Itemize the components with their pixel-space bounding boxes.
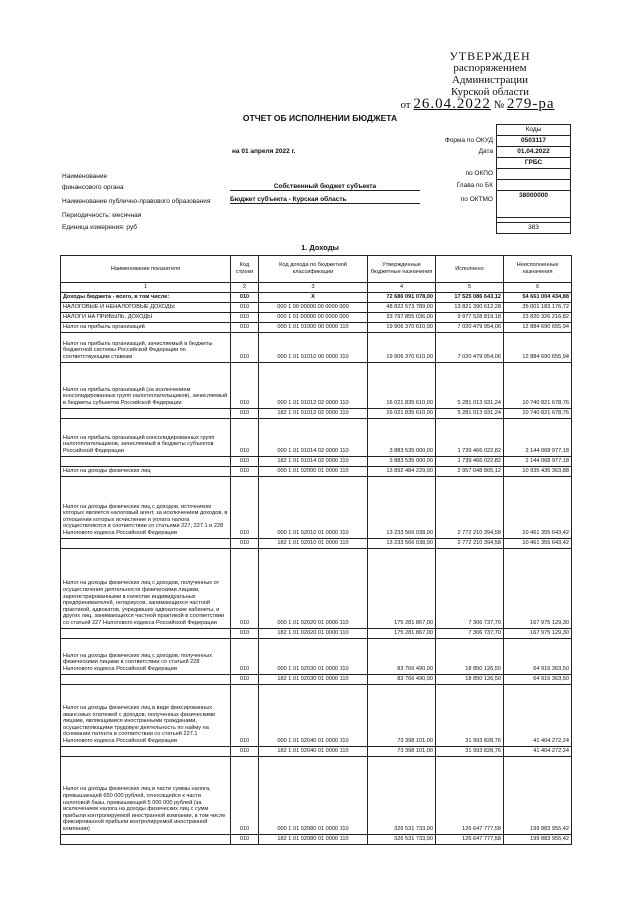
row-left: 64 916 363,50 (504, 638, 572, 674)
col-header-name: Наименование показателя (61, 256, 231, 283)
row-approved: 326 531 733,00 (368, 834, 436, 844)
row-name: Налог на прибыль организаций (за исключением консолидированных групп налогоплательщиков), зачисляемый в бюджеты субъектов Российской Федерации (61, 362, 231, 408)
oktmo-label: по ОКТМО (460, 196, 493, 203)
row-done: 9 977 528 819,18 (436, 312, 504, 322)
row-name (61, 408, 231, 418)
row-income-code: 000 1 00 00000 00 0000 000 (259, 302, 368, 312)
table-row (61, 292, 572, 302)
row-approved: 175 281 867,00 (368, 548, 436, 628)
okud-label: Форма по ОКУД (444, 137, 493, 144)
col-header-done: Исполнено (436, 256, 504, 283)
pplo-value: Бюджет субъекта - Курская область (230, 196, 420, 204)
row-name: Налог на доходы физических лиц с доходов, полученных от осуществления деятельности физическими лицами, зарегистрированными в качестве индивидуальных предпринимателей, нотариусов, занимающихся частной практикой, адвокатов, учредивших адвокатские кабинеты, и других лиц, занимающихся частной практикой в соответствии со статьей 227 Налогового кодекса Российской Федерации (61, 548, 231, 628)
approval-from: от (400, 99, 411, 111)
row-line-code: 010 (231, 628, 259, 638)
row-approved: 19 906 370 610,00 (368, 322, 436, 332)
row-approved: 73 398 101,00 (368, 746, 436, 756)
row-left: 2 144 068 977,18 (504, 456, 572, 466)
row-name: НАЛОГОВЫЕ И НЕНАЛОГОВЫЕ ДОХОДЫ (61, 302, 231, 312)
unit-label: Единица измерения: руб (62, 224, 137, 231)
row-done: 18 850 126,50 (436, 674, 504, 684)
row-done: 1 739 466 022,82 (436, 418, 504, 456)
row-income-code: 000 1 01 02000 01 0000 110 (259, 466, 368, 476)
row-line-code: 010 (231, 466, 259, 476)
col-num-5: 5 (436, 283, 504, 293)
row-left: 35 001 183 176,72 (504, 302, 572, 312)
bk-label: Глава по БК (456, 182, 493, 189)
row-name: Налог на прибыль организаций консолидированных групп налогоплательщиков, зачисляемый в бюджеты субъектов Российской Федерации (61, 418, 231, 456)
table-row (61, 674, 572, 684)
pplo-label: Наименование публично-правового образования (62, 198, 211, 205)
table-row (61, 312, 572, 322)
table-row (61, 466, 572, 476)
approval-line2: Курской области (450, 86, 530, 98)
row-line-code: 010 (231, 362, 259, 408)
table-row (61, 302, 572, 312)
row-income-code: 182 1 01 02010 01 0000 110 (259, 538, 368, 548)
approval-line1: распоряжением Администрации (451, 62, 529, 86)
col-num-3: 3 (259, 283, 368, 293)
row-done: 7 306 737,70 (436, 548, 504, 628)
col-num-6: 6 (504, 283, 572, 293)
row-done: 126 647 777,58 (436, 834, 504, 844)
row-done: 7 020 479 954,06 (436, 322, 504, 332)
row-line-code: 010 (231, 756, 259, 834)
table-row (61, 638, 572, 674)
row-done: 7 020 479 954,06 (436, 332, 504, 362)
col-header-left: Неисполненные назначения (504, 256, 572, 283)
codes-header: Коды (496, 124, 571, 136)
row-approved: 326 531 733,00 (368, 756, 436, 834)
row-left: 12 884 690 655,94 (504, 322, 572, 332)
periodicity: Периодичность: месячная (62, 212, 142, 219)
row-income-code: 182 1 01 01012 02 0000 110 (259, 408, 368, 418)
row-income-code: 182 1 01 01014 02 0000 110 (259, 456, 368, 466)
row-left: 41 404 272,24 (504, 684, 572, 746)
row-approved: 19 906 370 610,00 (368, 332, 436, 362)
row-name (61, 674, 231, 684)
row-done: 18 850 126,50 (436, 638, 504, 674)
row-income-code: X (259, 292, 368, 302)
table-row (61, 332, 572, 362)
row-approved: 16 021 835 610,00 (368, 408, 436, 418)
col-num-2: 2 (231, 283, 259, 293)
col-header-approved: Утвержденные бюджетные назначения (368, 256, 436, 283)
row-left: 10 935 435 363,88 (504, 466, 572, 476)
table-row (61, 756, 572, 834)
row-name (61, 628, 231, 638)
row-line-code: 010 (231, 638, 259, 674)
row-name (61, 456, 231, 466)
row-left: 12 884 690 655,94 (504, 332, 572, 362)
table-row (61, 834, 572, 844)
approval-block (400, 49, 560, 112)
row-line-code: 010 (231, 292, 259, 302)
row-name: Налог на прибыль организаций (61, 322, 231, 332)
row-name: Налог на доходы физических лиц с доходов, полученных физическими лицами в соответствии со статьей 228 Налогового кодекса Российской Федерации (61, 638, 231, 674)
row-income-code: 000 1 01 02030 01 0000 110 (259, 638, 368, 674)
row-left: 10 740 821 678,76 (504, 362, 572, 408)
table-row (61, 456, 572, 466)
row-income-code: 000 1 01 02040 01 0000 110 (259, 684, 368, 746)
okpo-label: по ОКПО (465, 170, 493, 177)
approval-title: УТВЕРЖДЕН (449, 49, 531, 63)
row-done: 1 739 466 022,82 (436, 456, 504, 466)
row-name (61, 538, 231, 548)
row-line-code: 010 (231, 302, 259, 312)
row-left: 41 404 272,24 (504, 746, 572, 756)
row-income-code: 000 1 01 01000 00 0000 110 (259, 322, 368, 332)
oktmo-value: 38000000 (496, 190, 571, 218)
row-line-code: 010 (231, 834, 259, 844)
col-header-code: Код дохода по бюджетной классификации (259, 256, 368, 283)
as-of-date: на 01 апреля 2022 г. (232, 148, 296, 155)
section-title: 1. Доходы (301, 243, 339, 252)
row-approved: 175 281 867,00 (368, 628, 436, 638)
row-income-code: 000 1 01 02020 01 0000 110 (259, 548, 368, 628)
row-left: 54 661 004 434,88 (504, 292, 572, 302)
row-income-code: 182 1 01 02020 01 0000 110 (259, 628, 368, 638)
row-approved: 3 883 535 000,00 (368, 418, 436, 456)
table-colnum-row (61, 283, 572, 293)
approval-no: № (493, 99, 505, 111)
row-approved: 83 766 490,00 (368, 638, 436, 674)
row-left: 167 975 129,30 (504, 628, 572, 638)
row-name: Налог на прибыль организаций, зачисляемый в бюджеты бюджетной системы Российской Федерации по соответствующим ставкам (61, 332, 231, 362)
okud-value: 0503117 (496, 135, 571, 147)
row-line-code: 010 (231, 312, 259, 322)
row-left: 10 461 355 643,42 (504, 476, 572, 538)
row-approved: 16 021 835 610,00 (368, 362, 436, 408)
row-line-code: 010 (231, 476, 259, 538)
row-line-code: 010 (231, 322, 259, 332)
unit-code: 383 (496, 222, 571, 234)
table-row (61, 408, 572, 418)
row-left: 2 144 068 977,18 (504, 418, 572, 456)
row-left: 199 883 955,42 (504, 834, 572, 844)
row-done: 7 306 737,70 (436, 628, 504, 638)
table-row (61, 684, 572, 746)
row-income-code: 182 1 01 02040 01 0000 110 (259, 746, 368, 756)
row-done: 5 281 013 931,24 (436, 362, 504, 408)
col-num-1: 1 (61, 283, 231, 293)
name-label: Наименование (62, 173, 108, 180)
row-name (61, 746, 231, 756)
table-row (61, 628, 572, 638)
row-done: 2 772 210 394,58 (436, 476, 504, 538)
row-line-code: 010 (231, 332, 259, 362)
row-line-code: 010 (231, 418, 259, 456)
table-row (61, 322, 572, 332)
row-left: 167 975 129,30 (504, 548, 572, 628)
table-row (61, 548, 572, 628)
row-approved: 13 233 566 038,00 (368, 476, 436, 538)
report-title: ОТЧЕТ ОБ ИСПОЛНЕНИИ БЮДЖЕТА (242, 113, 398, 123)
row-name: Налог на доходы физических лиц (61, 466, 231, 476)
row-line-code: 010 (231, 674, 259, 684)
date-value: 01.04.2022 (496, 146, 571, 158)
row-name: Доходы бюджета - всего, в том числе: (61, 292, 231, 302)
row-left: 10 740 821 678,76 (504, 408, 572, 418)
fin-organ-value: Собственный бюджет субъекта (230, 183, 420, 191)
row-name: НАЛОГИ НА ПРИБЫЛЬ, ДОХОДЫ (61, 312, 231, 322)
col-header-line: Код строки (231, 256, 259, 283)
table-row (61, 362, 572, 408)
row-income-code: 000 1 01 02080 01 0000 110 (259, 756, 368, 834)
row-done: 17 525 086 643,12 (436, 292, 504, 302)
row-done: 2 772 210 394,58 (436, 538, 504, 548)
row-income-code: 182 1 01 02030 01 0000 110 (259, 674, 368, 684)
row-left: 10 461 355 643,42 (504, 538, 572, 548)
row-line-code: 010 (231, 684, 259, 746)
date-label: Дата (478, 148, 493, 155)
table-row (61, 476, 572, 538)
table-header-row (61, 256, 572, 283)
row-done: 126 647 777,58 (436, 756, 504, 834)
row-name: Налог на доходы физических лиц в виде фиксированных авансовых платежей с доходов, полученных физическими лицами, являющимися иностранными гражданами, осуществляющими трудовую деятельность по найму на основании патента в соответствии со статьей 227.1 Налогового кодекса Российской Федерации (61, 684, 231, 746)
row-left: 64 916 363,50 (504, 674, 572, 684)
table-row (61, 538, 572, 548)
row-income-code: 182 1 01 02080 01 0000 110 (259, 834, 368, 844)
grbs-value: ГРБС (496, 157, 571, 169)
row-left: 23 820 326 216,82 (504, 312, 572, 322)
row-done: 31 993 828,76 (436, 746, 504, 756)
row-approved: 13 892 484 229,00 (368, 466, 436, 476)
row-line-code: 010 (231, 456, 259, 466)
row-line-code: 010 (231, 746, 259, 756)
row-line-code: 010 (231, 548, 259, 628)
row-left: 199 883 955,42 (504, 756, 572, 834)
row-done: 5 281 013 931,24 (436, 408, 504, 418)
row-done: 2 957 048 865,12 (436, 466, 504, 476)
fin-organ-label: финансового органа (62, 184, 124, 191)
row-line-code: 010 (231, 408, 259, 418)
row-income-code: 000 1 01 01014 02 0000 110 (259, 418, 368, 456)
row-done: 13 821 390 612,28 (436, 302, 504, 312)
row-income-code: 000 1 01 01010 00 0000 110 (259, 332, 368, 362)
row-approved: 3 883 535 000,00 (368, 456, 436, 466)
row-done: 31 993 828,76 (436, 684, 504, 746)
row-name: Налог на доходы физических лиц с доходов, источником которых является налоговый агент, за исключением доходов, в отношении которых исчисление и уплата налога осуществляются в соответствии со статьями 227, 227.1 и 228 Налогового кодекса Российской Федерации (61, 476, 231, 538)
income-table (60, 255, 572, 845)
row-income-code: 000 1 01 02010 01 0000 110 (259, 476, 368, 538)
approval-date: 26.04.2022 (413, 96, 491, 112)
row-approved: 73 398 101,00 (368, 684, 436, 746)
row-approved: 48 822 573 789,00 (368, 302, 436, 312)
row-name (61, 834, 231, 844)
row-approved: 72 686 091 078,00 (368, 292, 436, 302)
row-line-code: 010 (231, 538, 259, 548)
row-approved: 83 766 490,00 (368, 674, 436, 684)
table-row (61, 418, 572, 456)
row-approved: 33 797 855 036,00 (368, 312, 436, 322)
row-approved: 13 233 566 038,00 (368, 538, 436, 548)
approval-number: 279-ра (506, 96, 555, 112)
row-name: Налог на доходы физических лиц в части суммы налога, превышающей 650 000 рублей, относящейся к части налоговой базы, превышающей 5 000 000 рублей (за исключением налога на доходы физических лиц с сумм прибыли контролируемой иностранной компании, в том числе фиксированной прибыли контролируемой иностранной компании) (61, 756, 231, 834)
table-row (61, 746, 572, 756)
row-income-code: 000 1 01 00000 00 0000 000 (259, 312, 368, 322)
row-income-code: 000 1 01 01012 02 0000 110 (259, 362, 368, 408)
col-num-4: 4 (368, 283, 436, 293)
